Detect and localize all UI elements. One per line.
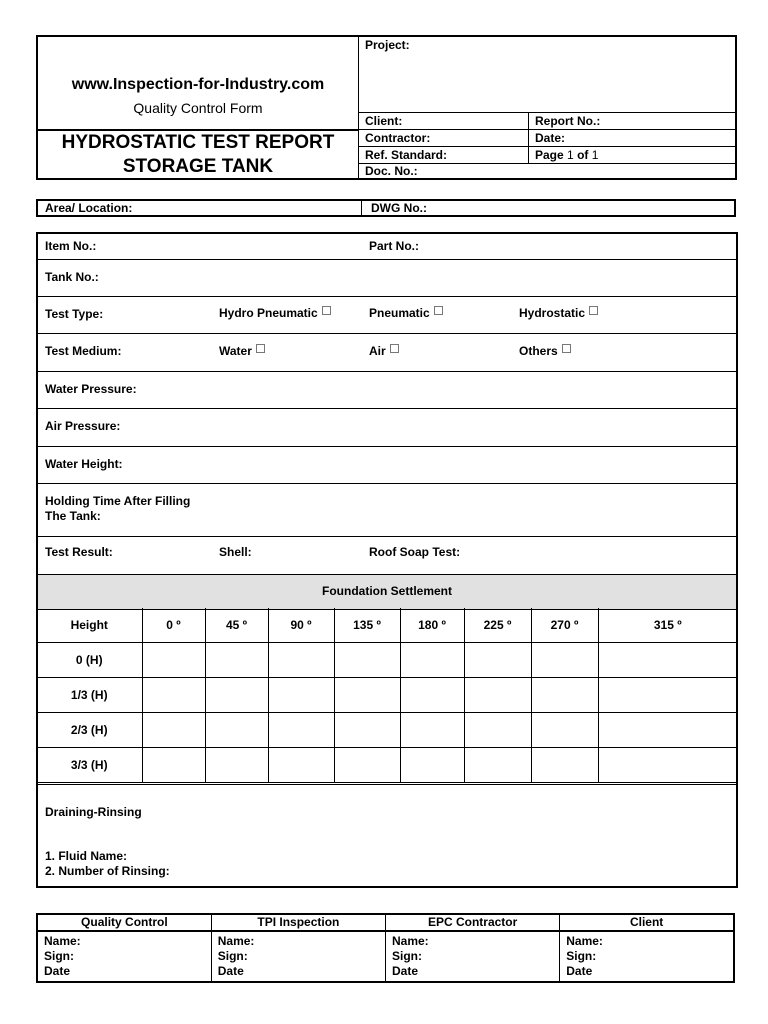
report-no-label: Report No.: xyxy=(535,114,601,128)
settlement-cell[interactable] xyxy=(598,748,737,783)
signature-cell[interactable] xyxy=(386,931,560,982)
angle-header: 45 º xyxy=(205,608,268,643)
angle-header: 0 º xyxy=(142,608,205,643)
row-line xyxy=(38,296,736,297)
sign-label: Sign: xyxy=(217,949,248,963)
signature-table xyxy=(36,913,735,983)
test-type-hydro-pneumatic xyxy=(219,306,331,321)
signature-column-header: EPC Contractor xyxy=(386,914,560,931)
name-label: Name: xyxy=(392,934,429,948)
row-height-label: 1/3 (H) xyxy=(37,678,142,713)
row-line xyxy=(38,536,736,537)
date-label: Date xyxy=(217,964,244,978)
shell-label: Shell: xyxy=(219,545,252,559)
settlement-cell[interactable] xyxy=(268,748,334,783)
settlement-cell[interactable] xyxy=(142,748,205,783)
row-line xyxy=(38,408,736,409)
hydro-pneumatic-label: Hydro Pneumatic xyxy=(219,306,318,320)
settlement-cell[interactable] xyxy=(598,713,737,748)
project-divider xyxy=(358,112,735,113)
settlement-table xyxy=(37,608,737,783)
settlement-cell[interactable] xyxy=(334,678,400,713)
row-height-label: 3/3 (H) xyxy=(37,748,142,783)
row-line xyxy=(38,483,736,484)
holding-time-label-line1: Holding Time After Filling xyxy=(45,494,191,508)
air-label: Air xyxy=(369,344,386,358)
draining-rinsing-title: Draining-Rinsing xyxy=(45,805,142,819)
sign-label: Sign: xyxy=(392,949,422,963)
settlement-cell[interactable] xyxy=(334,643,400,678)
row-height-label: 0 (H) xyxy=(37,643,142,678)
website-url: www.Inspection-for-Industry.com xyxy=(71,76,325,93)
hydro-pneumatic-checkbox[interactable] xyxy=(322,306,331,315)
date-label: Date xyxy=(566,964,593,978)
angle-header: 90 º xyxy=(268,608,334,643)
settlement-cell[interactable] xyxy=(598,643,737,678)
settlement-cell[interactable] xyxy=(464,643,531,678)
signature-column-header: TPI Inspection xyxy=(211,914,385,931)
water-pressure-label: Water Pressure: xyxy=(45,382,137,396)
page-of: of xyxy=(577,148,589,162)
others-checkbox[interactable] xyxy=(562,344,571,353)
settlement-cell[interactable] xyxy=(400,748,464,783)
settlement-row xyxy=(37,748,737,783)
signature-cell[interactable] xyxy=(560,931,734,982)
number-of-rinsing-label: 2. Number of Rinsing: xyxy=(45,864,170,878)
row-line xyxy=(38,446,736,447)
signature-column-header: Client xyxy=(560,914,734,931)
settlement-cell[interactable] xyxy=(142,713,205,748)
foundation-settlement-header xyxy=(38,575,736,610)
others-label: Others xyxy=(519,344,558,358)
row-line xyxy=(38,371,736,372)
name-label: Name: xyxy=(217,934,255,948)
header-block xyxy=(36,35,737,180)
location-row xyxy=(36,199,736,217)
settlement-cell[interactable] xyxy=(464,713,531,748)
area-location-label: Area/ Location: xyxy=(45,201,133,215)
row-divider-1 xyxy=(358,129,735,130)
page-current: 1 xyxy=(567,148,574,162)
signature-column-header: Quality Control xyxy=(37,914,211,931)
holding-time-label-line2: The Tank: xyxy=(45,509,101,523)
settlement-cell[interactable] xyxy=(400,678,464,713)
settlement-cell[interactable] xyxy=(464,748,531,783)
row-height-label: 2/3 (H) xyxy=(37,713,142,748)
hydrostatic-label: Hydrostatic xyxy=(519,306,586,320)
water-label: Water xyxy=(219,344,252,358)
name-label: Name: xyxy=(566,934,603,948)
form-type: Quality Control Form xyxy=(133,100,263,116)
settlement-cell[interactable] xyxy=(334,748,400,783)
date-label: Date xyxy=(44,964,71,978)
test-type-label: Test Type: xyxy=(45,307,104,321)
date-label: Date xyxy=(392,964,419,978)
page-number xyxy=(535,148,598,163)
angle-header: 180 º xyxy=(400,608,464,643)
angle-header: 315 º xyxy=(598,608,737,643)
report-col-divider xyxy=(528,112,529,164)
page-total: 1 xyxy=(591,148,599,162)
ref-standard-label: Ref. Standard: xyxy=(365,148,448,162)
settlement-cell[interactable] xyxy=(205,678,268,713)
settlement-cell[interactable] xyxy=(531,643,598,678)
item-no-label: Item No.: xyxy=(45,239,97,253)
hydrostatic-checkbox[interactable] xyxy=(589,306,598,315)
settlement-cell[interactable] xyxy=(268,678,334,713)
report-title-line1: HYDROSTATIC TEST REPORT xyxy=(61,132,335,153)
details-block xyxy=(36,232,738,888)
row-line xyxy=(38,333,736,334)
tank-no-label: Tank No.: xyxy=(45,270,99,284)
test-type-hydrostatic xyxy=(519,306,598,321)
settlement-row xyxy=(37,643,737,678)
settlement-cell[interactable] xyxy=(531,713,598,748)
location-divider xyxy=(361,201,362,215)
settlement-cell[interactable] xyxy=(205,713,268,748)
settlement-cell[interactable] xyxy=(598,678,737,713)
header-divider xyxy=(358,37,359,178)
fluid-name-label: 1. Fluid Name: xyxy=(45,849,128,863)
settlement-row xyxy=(37,713,737,748)
signature-cell[interactable] xyxy=(211,931,385,982)
sign-label: Sign: xyxy=(44,949,74,963)
test-medium-water xyxy=(219,344,265,359)
client-label: Client: xyxy=(365,114,403,128)
pneumatic-label: Pneumatic xyxy=(369,306,430,320)
report-title-line2: STORAGE TANK xyxy=(122,156,274,177)
name-label: Name: xyxy=(44,934,81,948)
doc-no-label: Doc. No.: xyxy=(365,164,418,178)
settlement-cell[interactable] xyxy=(334,713,400,748)
sign-label: Sign: xyxy=(566,949,597,963)
height-header: Height xyxy=(37,608,142,643)
settlement-cell[interactable] xyxy=(268,643,334,678)
dwg-no-label: DWG No.: xyxy=(371,201,427,215)
settlement-cell[interactable] xyxy=(531,678,598,713)
air-checkbox[interactable] xyxy=(390,344,399,353)
settlement-cell[interactable] xyxy=(205,643,268,678)
settlement-cell[interactable] xyxy=(464,678,531,713)
air-pressure-label: Air Pressure: xyxy=(45,419,121,433)
settlement-cell[interactable] xyxy=(400,713,464,748)
settlement-cell[interactable] xyxy=(205,748,268,783)
test-medium-label: Test Medium: xyxy=(45,344,122,358)
angle-header: 135 º xyxy=(334,608,400,643)
settlement-cell[interactable] xyxy=(142,678,205,713)
test-type-pneumatic xyxy=(369,306,443,321)
angle-header: 225 º xyxy=(464,608,531,643)
contractor-label: Contractor: xyxy=(365,131,431,145)
project-label: Project: xyxy=(365,38,410,52)
part-no-label: Part No.: xyxy=(369,239,420,253)
row-divider-2 xyxy=(358,146,735,147)
angle-header: 270 º xyxy=(531,608,598,643)
row-line xyxy=(38,259,736,260)
foundation-settlement-title: Foundation Settlement xyxy=(322,584,452,598)
settlement-cell[interactable] xyxy=(268,713,334,748)
roof-soap-test-label: Roof Soap Test: xyxy=(369,545,461,559)
page-prefix: Page xyxy=(535,148,564,162)
date-label: Date: xyxy=(535,131,566,145)
title-divider xyxy=(38,129,358,131)
row-line xyxy=(38,784,736,785)
settlement-cell[interactable] xyxy=(531,748,598,783)
pneumatic-checkbox[interactable] xyxy=(434,306,443,315)
test-medium-others xyxy=(519,344,571,359)
settlement-cell[interactable] xyxy=(142,643,205,678)
water-height-label: Water Height: xyxy=(45,457,123,471)
water-checkbox[interactable] xyxy=(256,344,265,353)
test-result-label: Test Result: xyxy=(45,545,113,559)
test-medium-air xyxy=(369,344,399,359)
signature-cell[interactable] xyxy=(37,931,211,982)
settlement-header-row xyxy=(37,608,737,643)
settlement-row xyxy=(37,678,737,713)
settlement-cell[interactable] xyxy=(400,643,464,678)
